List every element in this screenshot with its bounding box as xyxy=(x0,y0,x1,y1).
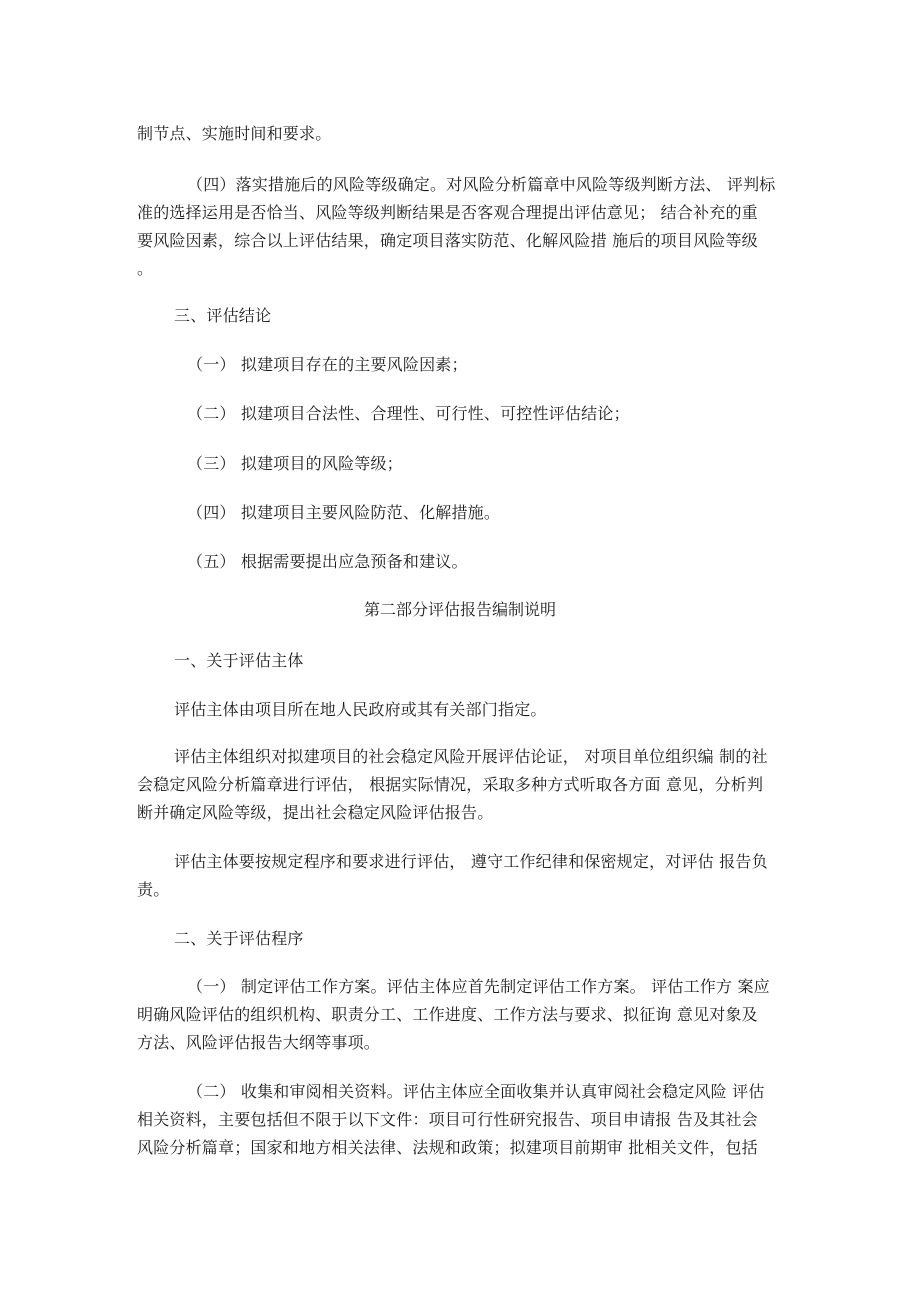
paragraph-line: 评估主体组织对拟建项目的社会稳定风险开展评估论证， 对项目单位组织编 制的社 xyxy=(174,747,768,766)
list-item: （五） 根据需要提出应急预备和建议。 xyxy=(187,552,468,571)
list-item: （三） 拟建项目的风险等级； xyxy=(187,454,403,473)
paragraph-line: 方法、风险评估报告大纲等事项。 xyxy=(137,1033,381,1052)
paragraph-line: 责。 xyxy=(137,880,170,899)
list-item: （一） 拟建项目存在的主要风险因素； xyxy=(187,355,468,374)
list-item: （四） 拟建项目主要风险防范、化解措施。 xyxy=(187,503,501,522)
section-heading: 一、关于评估主体 xyxy=(174,651,304,670)
paragraph-line: 风险分析篇章；国家和地方相关法律、法规和政策；拟建项目前期审 批相关文件，包括 xyxy=(137,1138,758,1157)
paragraph-line: 断并确定风险等级，提出社会稳定风险评估报告。 xyxy=(137,803,494,822)
paragraph-line: 要风险因素，综合以上评估结果，确定项目落实防范、化解风险措 施后的项目风险等级 xyxy=(137,231,758,250)
paragraph-line: （一） 制定评估工作方案。评估主体应首先制定评估工作方案。 评估工作方 案应 xyxy=(187,977,770,996)
part-title: 第二部分评估报告编制说明 xyxy=(363,600,556,619)
list-item: （二） 拟建项目合法性、合理性、可行性、可控性评估结论； xyxy=(187,404,630,423)
section-heading: 二、关于评估程序 xyxy=(174,929,304,948)
section-heading: 三、评估结论 xyxy=(174,306,272,325)
paragraph-line: 评估主体由项目所在地人民政府或其有关部门指定。 xyxy=(174,700,547,719)
paragraph-line: 相关资料，主要包括但不限于以下文件：项目可行性研究报告、项目申请报 告及其社会 xyxy=(137,1110,758,1129)
paragraph-line: （二） 收集和审阅相关资料。评估主体应全面收集并认真审阅社会稳定风险 评估 xyxy=(187,1082,765,1101)
paragraph-line: 评估主体要按规定程序和要求进行评估， 遵守工作纪律和保密规定，对评估 报告负 xyxy=(174,852,768,871)
paragraph-line: 明确风险评估的组织机构、职责分工、工作进度、工作方法与要求、拟征询 意见对象及 xyxy=(137,1005,758,1024)
paragraph-line: 准的选择运用是否恰当、风险等级判断结果是否客观合理提出评估意见； 结合补充的重 xyxy=(137,203,758,222)
paragraph-line: （四）落实措施后的风险等级确定。对风险分析篇章中风险等级判断方法、 评判标 xyxy=(187,175,776,194)
paragraph-line: 会稳定风险分析篇章进行评估， 根据实际情况，采取多种方式听取各方面 意见，分析判 xyxy=(137,775,764,794)
paragraph-line: 制节点、实施时间和要求。 xyxy=(137,124,332,143)
paragraph-line: 。 xyxy=(137,259,154,278)
